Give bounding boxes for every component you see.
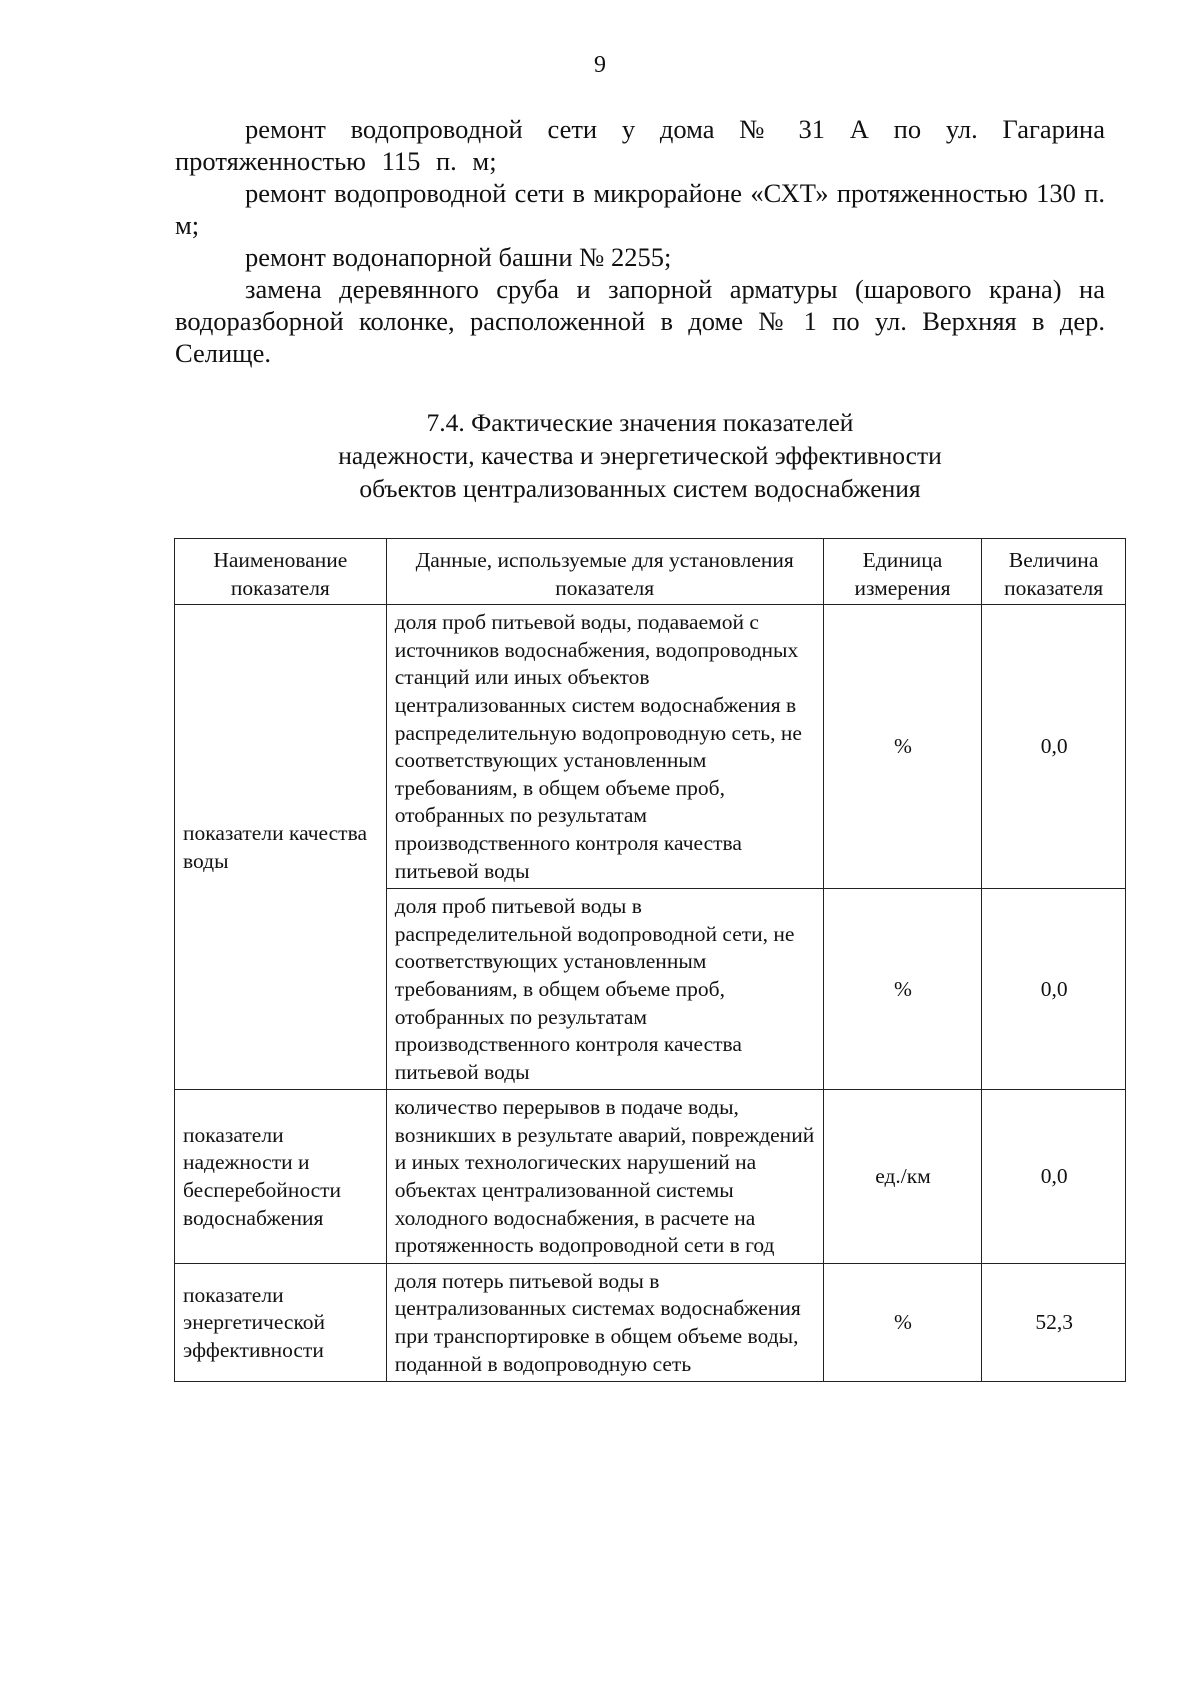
indicator-name-cell: показатели энергетической эффективности <box>175 1263 387 1381</box>
unit-cell: % <box>823 605 982 889</box>
header-indicator-name: Наименование показателя <box>175 539 387 605</box>
header-unit: Единица измерения <box>823 539 982 605</box>
value-cell: 0,0 <box>982 605 1126 889</box>
header-indicator-data: Данные, используемые для установления показателя <box>386 539 823 605</box>
unit-cell: % <box>823 1263 982 1381</box>
section-title <box>175 406 1105 505</box>
table-row <box>175 1263 1126 1381</box>
indicator-data-cell: количество перерывов в подаче воды, возникших в результате аварий, повреждений и иных технологических нарушений на объектах централизованной системы холодного водоснабжения, в расчете на протяженность водопроводной сети в год <box>386 1090 823 1264</box>
paragraph-repair-sht: ремонт водопроводной сети в микрорайоне «СХТ» протяженностью 130 п. м; <box>175 178 1105 240</box>
paragraph-repair-tower: ремонт водонапорной башни № 2255; <box>245 242 672 272</box>
section-title-line: надежности, качества и энергетической эффективности <box>338 441 942 470</box>
section-title-line: объектов централизованных систем водоснабжения <box>359 474 921 503</box>
paragraph-replacement-column: замена деревянного сруба и запорной арматуры (шарового крана) на водоразборной колонке, расположенной в доме № 1 по ул. Верхняя в дер. Селище. <box>175 274 1105 368</box>
indicator-data-cell: доля проб питьевой воды в распределительной водопроводной сети, не соответствующих установленным требованиям, в общем объеме проб, отобранных по результатам производственного контроля качества питьевой воды <box>386 889 823 1090</box>
header-value: Величина показателя <box>982 539 1126 605</box>
value-cell: 0,0 <box>982 889 1126 1090</box>
indicator-name-cell: показатели качества воды <box>175 605 387 1090</box>
indicator-data-cell: доля проб питьевой воды, подаваемой с источников водоснабжения, водопроводных станций или иных объектов централизованных систем водоснабжения в распределительную водопроводную сеть, не соответствующих установленным требованиям, в общем объеме проб, отобранных по результатам производственного контроля качества питьевой воды <box>386 605 823 889</box>
table-row <box>175 1090 1126 1264</box>
indicators-table <box>174 538 1126 1382</box>
value-cell: 52,3 <box>982 1263 1126 1381</box>
table-row <box>175 605 1126 889</box>
table-header-row <box>175 539 1126 605</box>
indicator-name-cell: показатели надежности и бесперебойности водоснабжения <box>175 1090 387 1264</box>
paragraph-repair-gagarina: ремонт водопроводной сети у дома № 31 А по ул. Гагарина протяженностью 115 п. м; <box>175 114 1105 176</box>
page-number: 9 <box>594 52 606 78</box>
body-text <box>175 113 1105 369</box>
value-cell: 0,0 <box>982 1090 1126 1264</box>
unit-cell: % <box>823 889 982 1090</box>
section-title-line: 7.4. Фактические значения показателей <box>426 408 854 437</box>
unit-cell: ед./км <box>823 1090 982 1264</box>
indicator-data-cell: доля потерь питьевой воды в централизованных системах водоснабжения при транспортировке в общем объеме воды, поданной в водопроводную сеть <box>386 1263 823 1381</box>
